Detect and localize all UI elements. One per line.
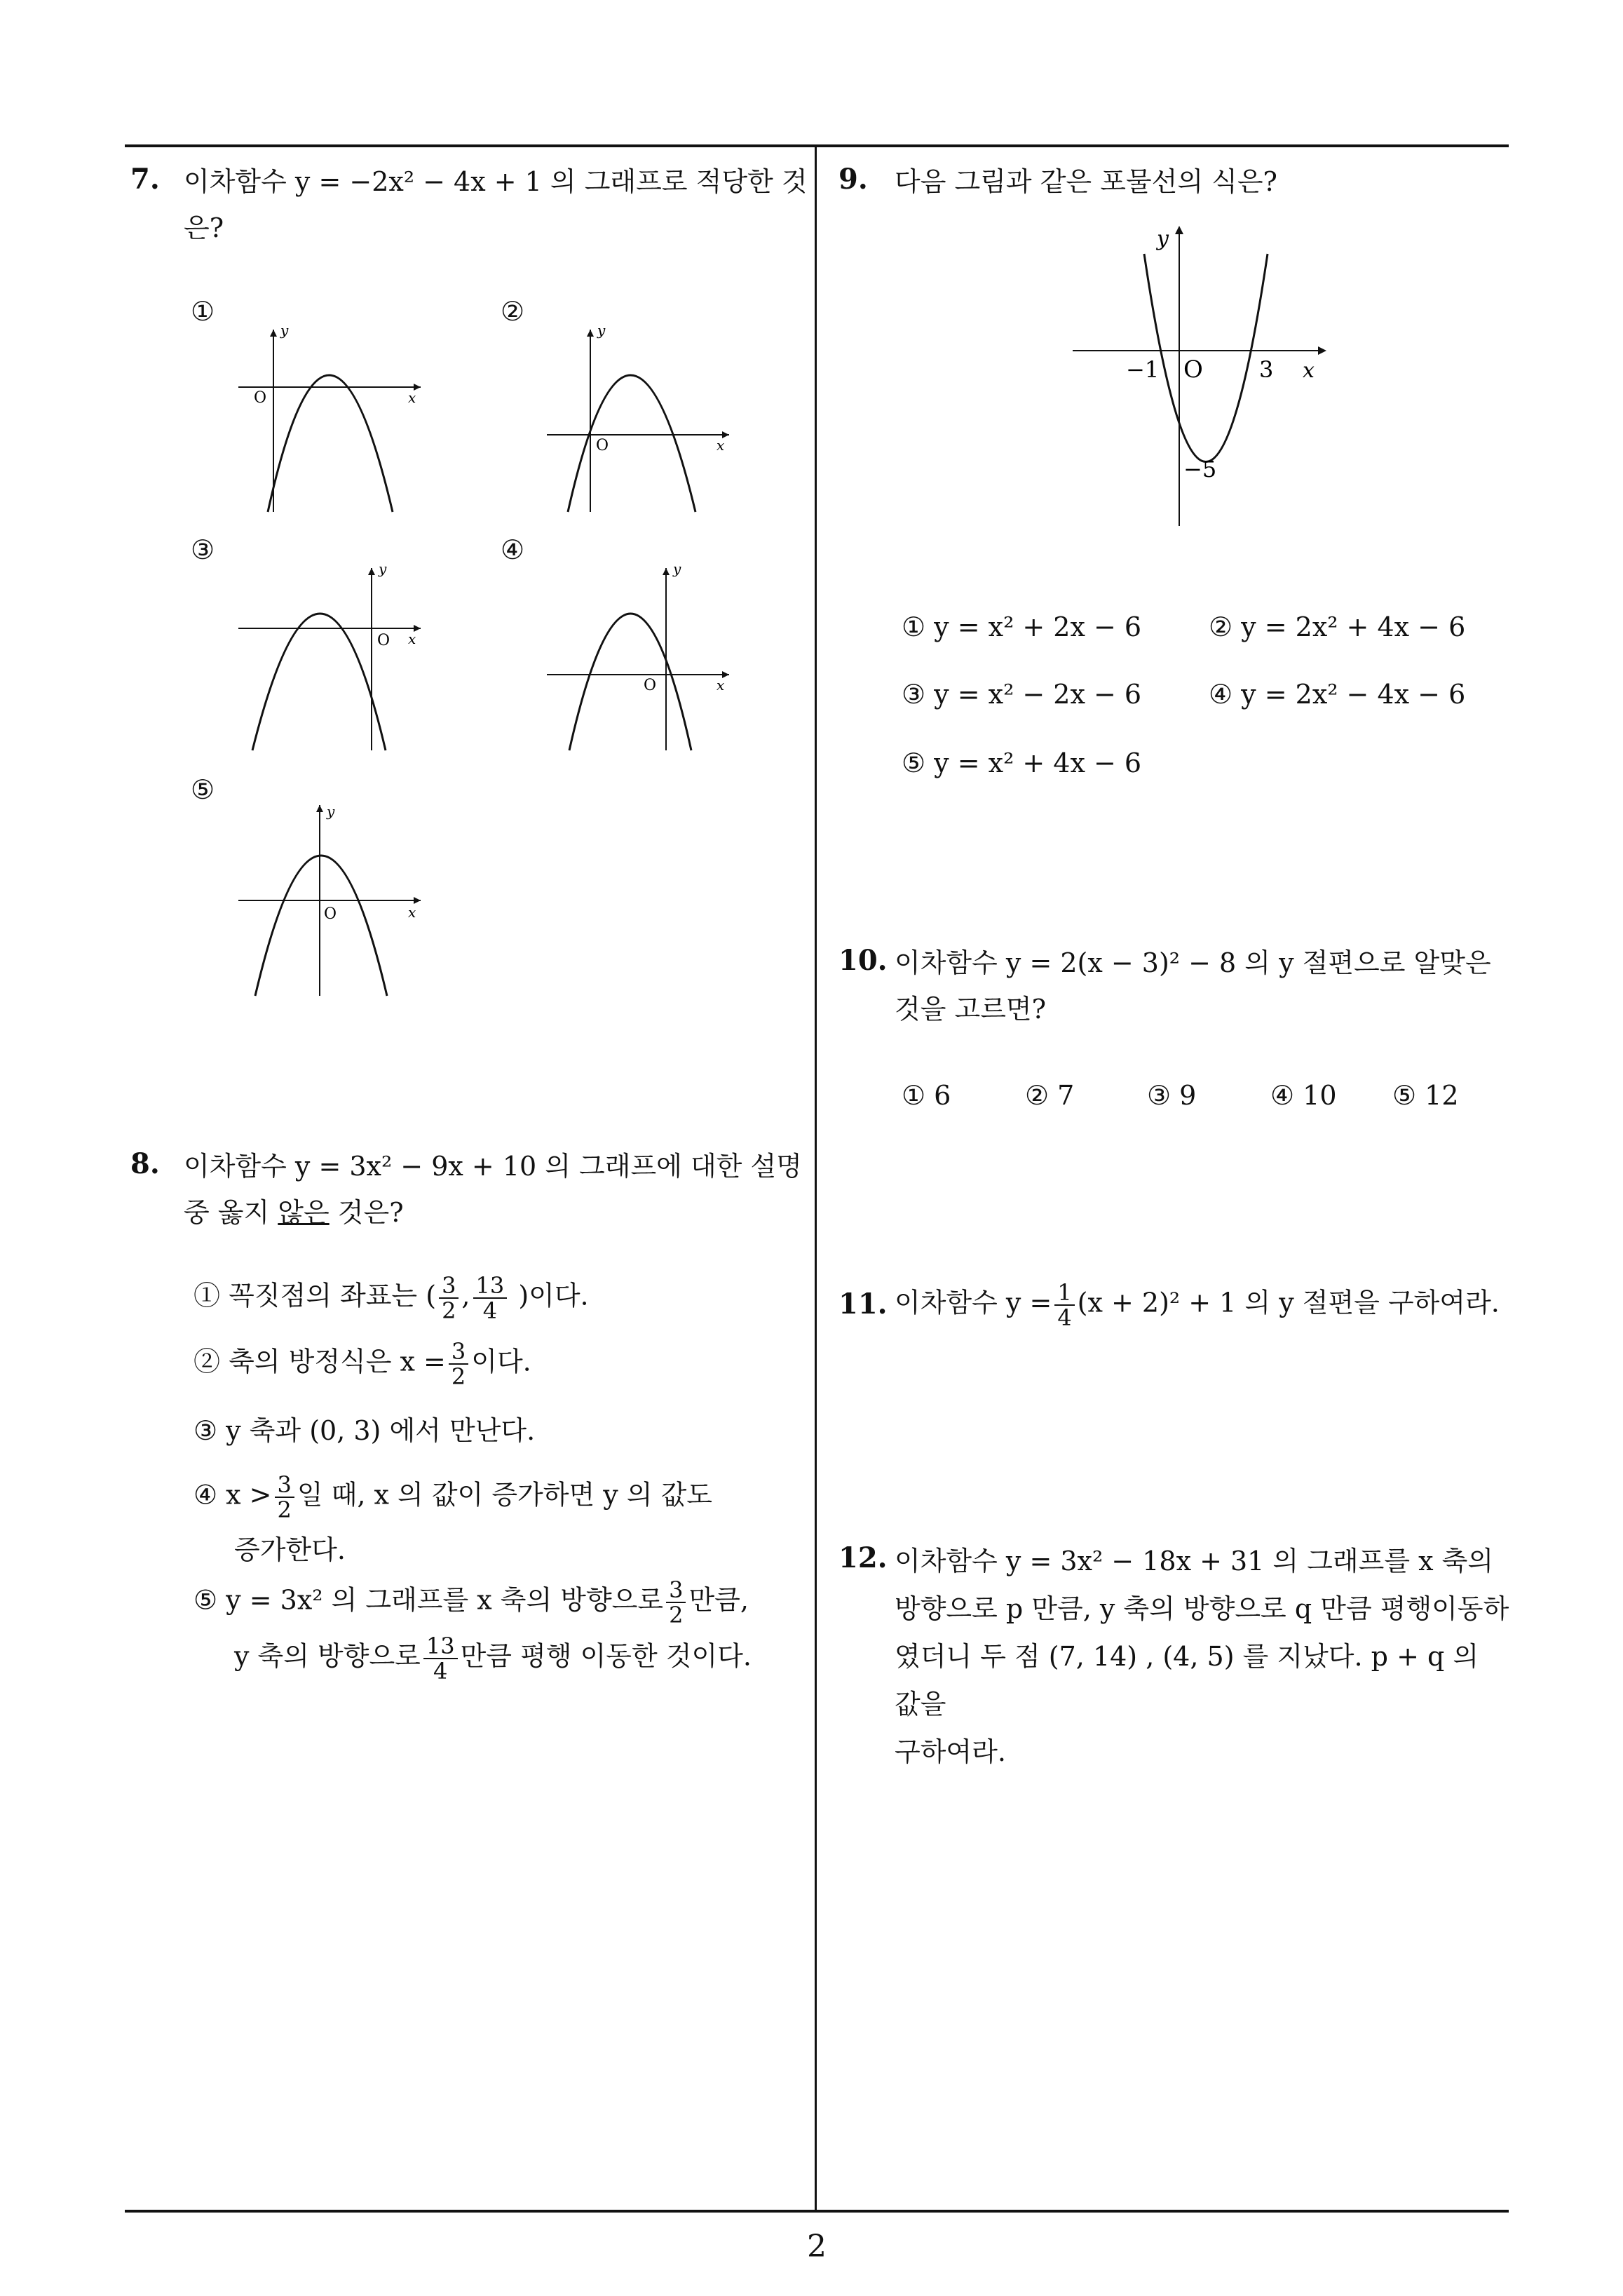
fraction: [275, 1473, 294, 1522]
option-text: y = 2x² + 4x − 6: [1241, 612, 1466, 642]
option-mark: ②: [193, 1346, 221, 1377]
text-segment: 이차함수 y =: [895, 1287, 1052, 1318]
option-text: ,: [461, 1280, 470, 1311]
option-5: [1392, 1074, 1459, 1116]
option-4-line-2: 증가한다.: [234, 1534, 346, 1565]
option-3: [1147, 1074, 1196, 1116]
origin-label: O: [644, 677, 657, 694]
text-segment: 중 옳지: [184, 1197, 278, 1228]
axis-label-x: x: [408, 904, 416, 921]
axis-label-y: y: [597, 322, 606, 339]
question-text: 다음 그림과 같은 포물선의 식은?: [895, 166, 1277, 197]
option-text: y 축의 방향으로: [234, 1640, 421, 1672]
axis-label-y: y: [673, 560, 681, 577]
option-1: [193, 1274, 589, 1323]
tick-label-neg5: −5: [1183, 456, 1217, 482]
fraction-numerator: 3: [275, 1473, 294, 1498]
fraction-numerator: 13: [473, 1274, 508, 1299]
question-9-parabola-graph: [1066, 217, 1360, 533]
option-text: y = x² + 4x − 6: [934, 748, 1142, 778]
option-mark: ③: [191, 534, 215, 565]
option-4: [1270, 1074, 1337, 1116]
question-text-line: 구하여라.: [895, 1736, 1006, 1767]
question-text-line: 이차함수 y = 3x² − 18x + 31 의 그래프를 x 축의: [895, 1546, 1494, 1576]
option-1: [902, 1074, 951, 1116]
option-text: x >: [226, 1479, 272, 1511]
question-text-line: 은?: [184, 212, 224, 243]
option-text: )이다.: [510, 1280, 589, 1311]
option-mark: ④: [501, 534, 525, 565]
option-mark: ②: [501, 296, 525, 327]
option-text: 만큼 평행 이동한 것이다.: [460, 1640, 752, 1672]
option-text: 만큼,: [688, 1584, 749, 1616]
option-3: [902, 673, 1141, 715]
option-text: 꼭짓점의 좌표는 (: [229, 1280, 437, 1311]
option-1: [902, 606, 1141, 648]
option-text: y = x² + 2x − 6: [934, 612, 1142, 642]
fraction-numerator: 3: [449, 1339, 468, 1365]
fraction-denominator: 2: [669, 1602, 684, 1628]
question-text-line: 이차함수 y = 3x² − 9x + 10 의 그래프에 대한 설명: [184, 1151, 802, 1182]
option-4: [1209, 673, 1465, 715]
option-4: [193, 1473, 712, 1522]
option-5-graph: [224, 792, 435, 1003]
fraction-denominator: 2: [277, 1497, 292, 1523]
option-text: 일 때, x 의 값이 증가하면 y 의 값도: [297, 1479, 712, 1511]
axis-label-y: y: [327, 803, 335, 820]
option-text: 12: [1425, 1080, 1459, 1111]
question-text: [184, 1143, 808, 1236]
option-3: [193, 1410, 535, 1452]
fraction-numerator: 3: [666, 1578, 686, 1603]
underlined-word: 않은: [278, 1197, 330, 1228]
question-text: [895, 1281, 1500, 1330]
axis-label-y: y: [280, 322, 289, 339]
option-mark: ①: [902, 612, 926, 642]
fraction: [666, 1578, 686, 1627]
bottom-rule: [125, 2210, 1509, 2213]
option-mark: ⑤: [191, 774, 215, 805]
fraction-numerator: 13: [423, 1634, 458, 1659]
axis-label-x: x: [717, 677, 725, 694]
question-number: 7.: [130, 163, 160, 196]
fraction: [1054, 1281, 1074, 1330]
question-text: [184, 158, 808, 251]
option-text: 10: [1303, 1080, 1337, 1111]
option-1-graph: [224, 309, 435, 519]
axis-label-y: y: [1157, 227, 1169, 251]
option-text: 9: [1179, 1080, 1197, 1111]
option-2: [1025, 1074, 1074, 1116]
fraction-numerator: 1: [1054, 1281, 1074, 1306]
option-mark: ⑤: [1392, 1080, 1417, 1111]
top-rule: [125, 144, 1509, 147]
axis-label-x: x: [408, 389, 416, 406]
axis-label-x: x: [717, 437, 725, 454]
option-text: 7: [1057, 1080, 1075, 1111]
question-number: 11.: [838, 1288, 888, 1321]
question-text-line: 것을 고르면?: [895, 994, 1046, 1025]
option-2-graph: [533, 309, 743, 519]
option-mark: ②: [1025, 1080, 1050, 1111]
option-text: y = 2x² − 4x − 6: [1241, 679, 1466, 710]
question-text-line: 였더니 두 점 (7, 14) , (4, 5) 를 지났다. p + q 의 값을: [895, 1641, 1479, 1720]
fraction: [473, 1274, 508, 1323]
option-mark: ③: [193, 1415, 218, 1446]
question-number: 9.: [838, 163, 868, 196]
axis-label-y: y: [379, 560, 387, 577]
option-text: 축의 방정식은 x =: [229, 1346, 446, 1377]
fraction: [439, 1274, 459, 1323]
option-mark: ④: [193, 1479, 218, 1511]
axis-label-x: x: [408, 630, 416, 647]
origin-label: O: [324, 905, 337, 923]
tick-label-3: 3: [1259, 356, 1274, 383]
fraction: [423, 1634, 458, 1683]
option-5: [193, 1578, 749, 1627]
origin-label: O: [596, 437, 609, 454]
column-divider: [815, 144, 817, 2213]
fraction-denominator: 4: [1057, 1304, 1072, 1331]
fraction: [449, 1339, 468, 1389]
option-mark: ③: [1147, 1080, 1172, 1111]
question-text-line: 이차함수 y = −2x² − 4x + 1 의 그래프로 적당한 것: [184, 166, 808, 197]
option-2: [193, 1339, 531, 1389]
fraction-denominator: 4: [433, 1658, 448, 1684]
origin-label: O: [254, 389, 267, 407]
fraction-denominator: 2: [451, 1363, 466, 1390]
question-number: 8.: [130, 1147, 160, 1180]
fraction-denominator: 2: [442, 1297, 456, 1324]
question-number: 12.: [838, 1541, 888, 1574]
origin-label: O: [1183, 356, 1203, 384]
question-text: [895, 940, 1512, 1032]
option-mark: ⑤: [193, 1584, 218, 1616]
option-mark: ①: [902, 1080, 926, 1111]
text-segment: (x + 2)² + 1 의 y 절편을 구하여라.: [1077, 1287, 1500, 1318]
text-segment: 것은?: [329, 1197, 404, 1228]
question-text-line: 이차함수 y = 2(x − 3)² − 8 의 y 절편으로 알맞은: [895, 947, 1491, 978]
option-5-line-2: [234, 1634, 752, 1683]
question-text-line: [184, 1189, 808, 1236]
option-2: [1209, 606, 1465, 648]
option-mark: ④: [1209, 679, 1233, 710]
option-text: 6: [934, 1080, 951, 1111]
tick-label-neg1: −1: [1126, 356, 1160, 383]
option-text: y = x² − 2x − 6: [934, 679, 1142, 710]
option-mark: ①: [191, 296, 215, 327]
option-mark: ①: [193, 1280, 221, 1311]
option-mark: ⑤: [902, 748, 926, 778]
option-mark: ③: [902, 679, 926, 710]
option-mark: ②: [1209, 612, 1233, 642]
option-4-graph: [533, 547, 743, 757]
option-text: 이다.: [471, 1346, 531, 1377]
option-mark: ④: [1270, 1080, 1295, 1111]
fraction-denominator: 4: [482, 1297, 498, 1324]
question-text-line: 방향으로 p 만큼, y 축의 방향으로 q 만큼 평행이동하: [895, 1593, 1509, 1624]
fraction-numerator: 3: [439, 1274, 459, 1299]
question-text: [895, 1537, 1512, 1776]
option-3-graph: [224, 547, 435, 757]
option-5: [902, 742, 1141, 784]
origin-label: O: [377, 632, 391, 649]
option-text: y = 3x² 의 그래프를 x 축의 방향으로: [226, 1584, 664, 1616]
option-text: y 축과 (0, 3) 에서 만난다.: [226, 1415, 536, 1446]
question-number: 10.: [838, 944, 888, 977]
page-number: 2: [807, 2229, 827, 2264]
axis-label-x: x: [1303, 358, 1315, 383]
